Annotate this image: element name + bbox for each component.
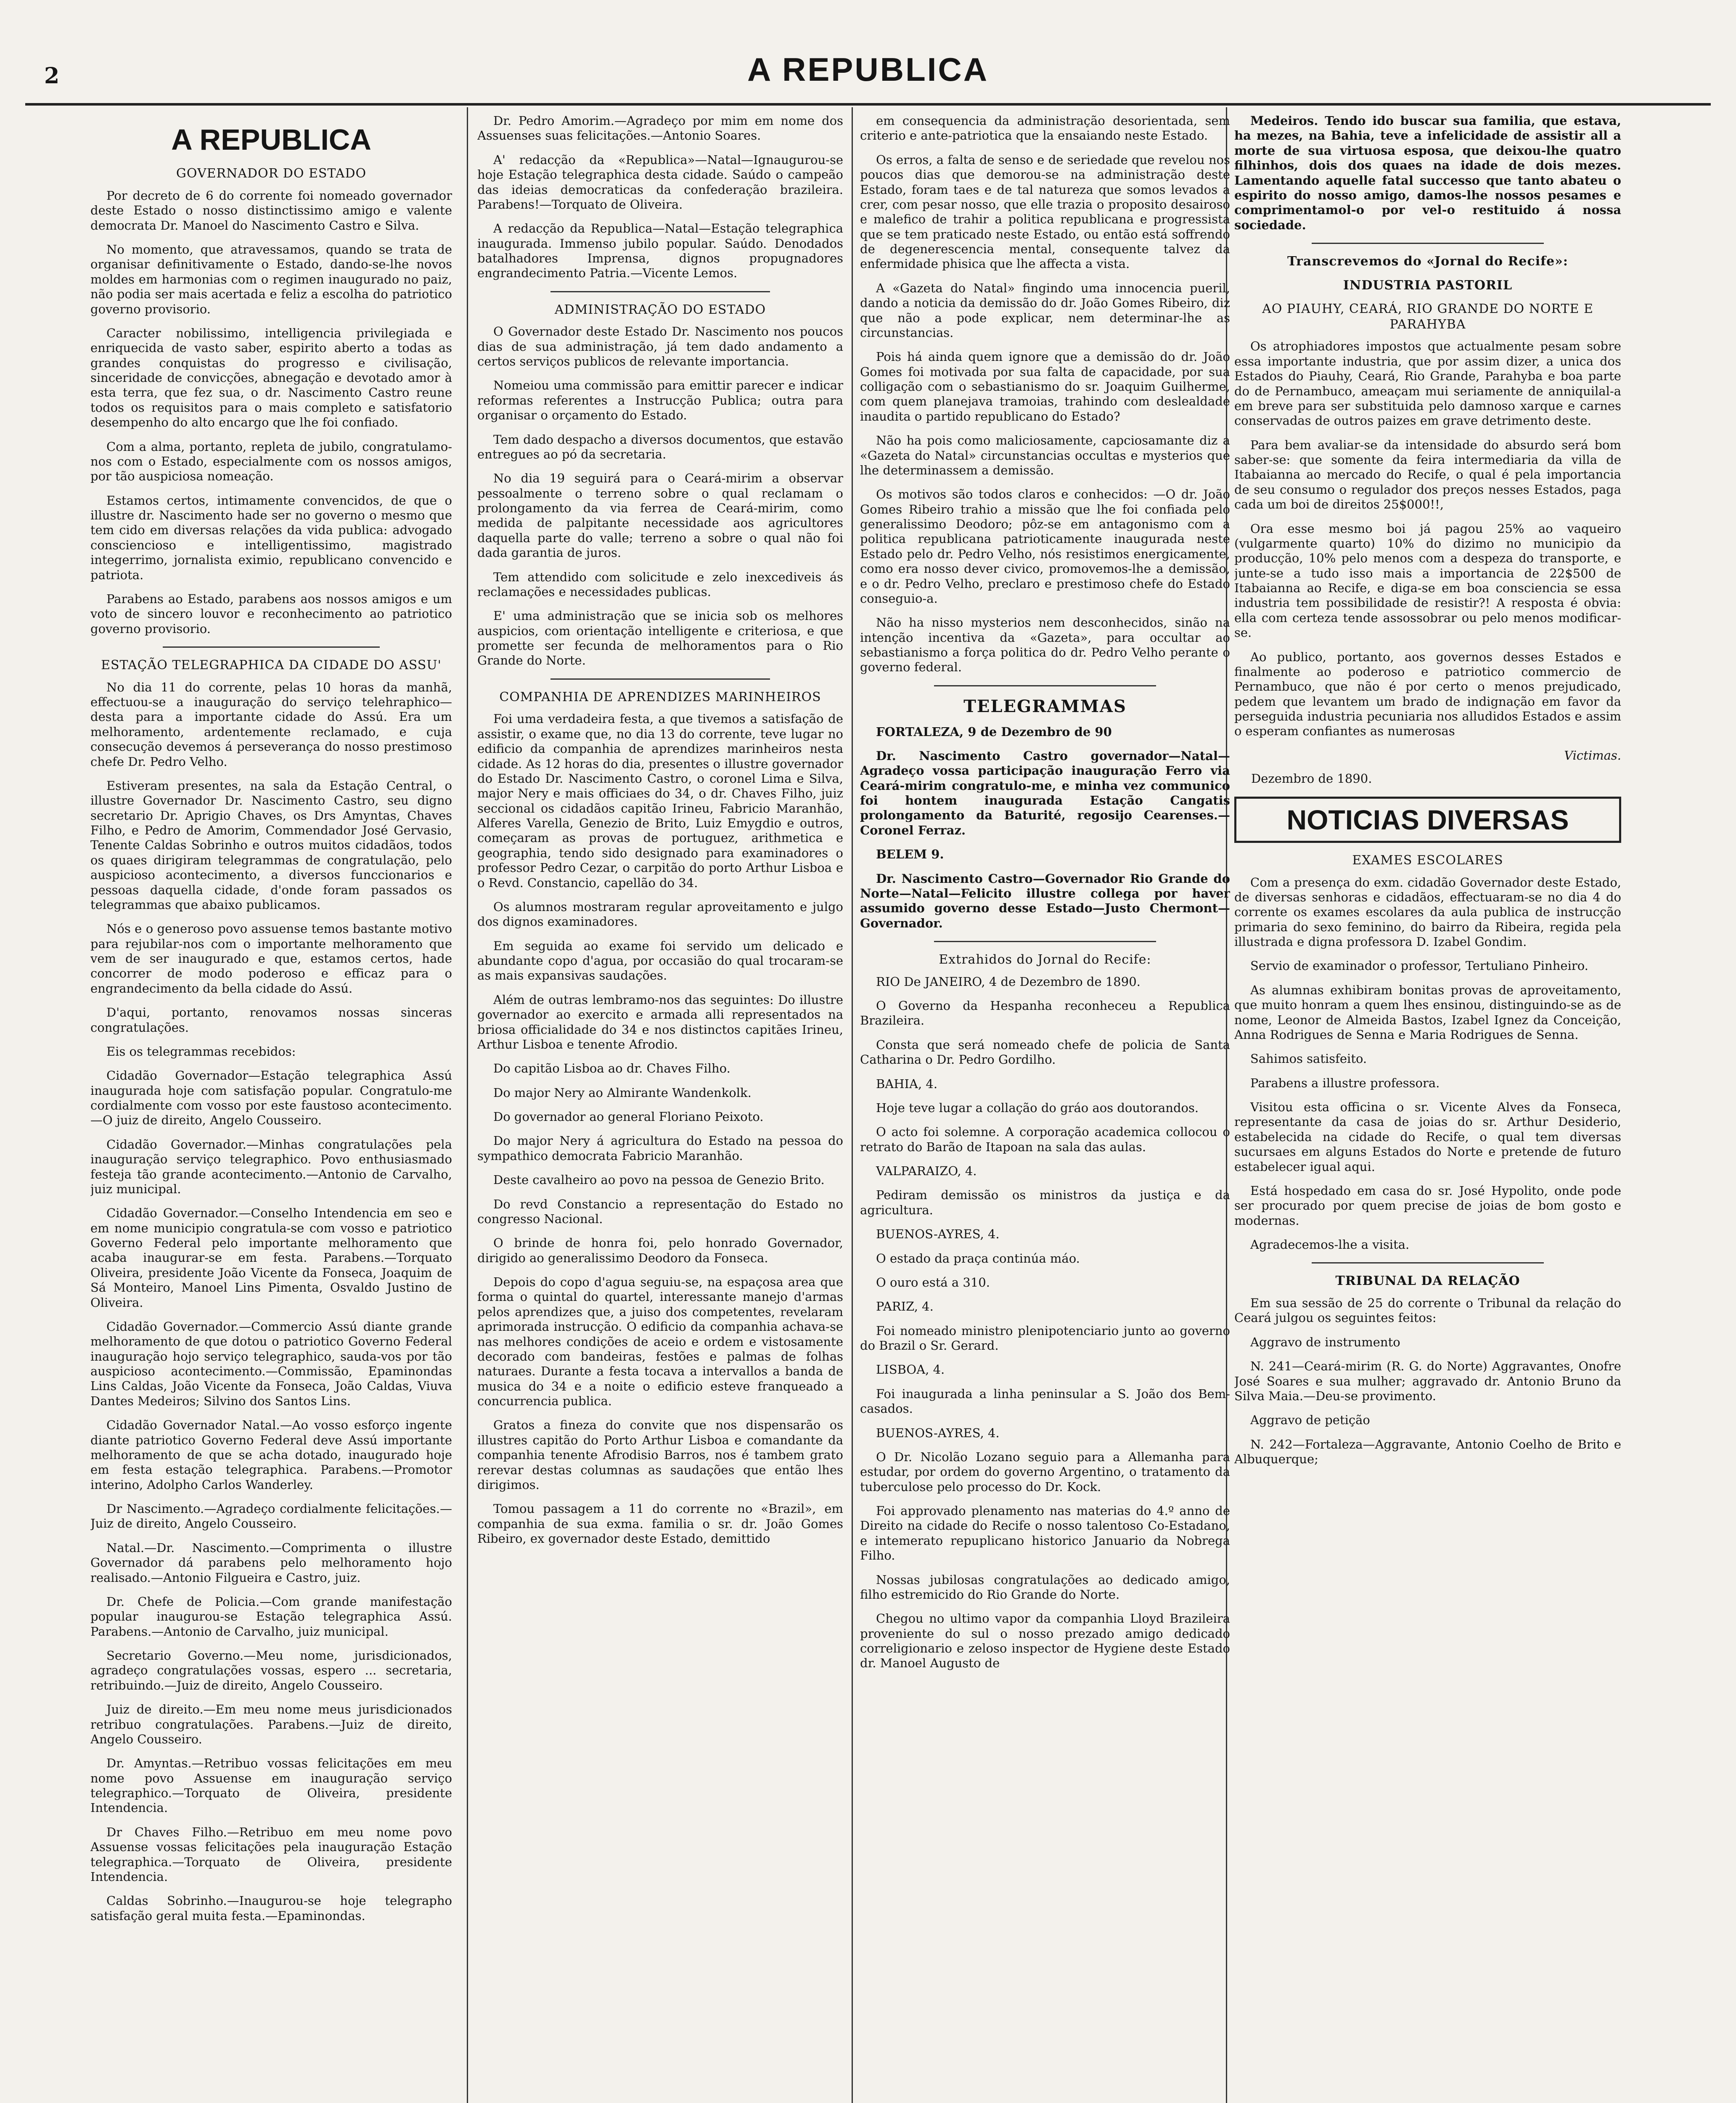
subhead: INDUSTRIA PASTORIL (1343, 278, 1513, 293)
paragraph: BUENOS-AYRES, 4. (876, 1425, 1000, 1440)
article-body (477, 114, 843, 281)
paragraph: Cidadão Governador Natal.—Ao vosso esforço ingente diante patriotico Governo Federal deve Assú importante melhoramento de que se acha dotado, inaugurado hoje em festa estação telegraphica. Parabens.—Promotor interino, Adolpho Carlos Wanderley. (90, 1418, 452, 1492)
paragraph: Ora esse mesmo boi já pagou 25% ao vaqueiro (vulgarmente quarto) 10% do dizimo no municipio da producção, 10% pelo menos com a despeza do transporte, e junte-se a tudo isso mais a importancia de 22$500 de Itabaianna ao Recife, e diga-se em boa consciencia se essa industria tem possibilidade de resistir?! A resposta é obvia: ella com certeza tende assossobrar ou pelo menos modificar-se. (1234, 521, 1621, 640)
article-body (860, 725, 1230, 931)
subhead: COMPANHIA DE APRENDIZES MARINHEIROS (499, 689, 821, 705)
paragraph: O Governador deste Estado Dr. Nascimento nos poucos dias de sua administração, já tem dado andamento a certos serviços publicos de relevante importancia. (477, 324, 843, 369)
divider (934, 685, 1156, 686)
paragraph: FORTALEZA, 9 de Dezembro de 90 (876, 724, 1112, 739)
paragraph: BUENOS-AYRES, 4. (876, 1227, 1000, 1242)
paragraph: D'aqui, portanto, renovamos nossas sinceras congratulações. (90, 1005, 452, 1035)
paragraph: Pois há ainda quem ignore que a demissão do dr. João Gomes foi motivada por sua falta de capacidade, por sua colligação com o sebastianismo do sr. Joaquim Guilherme, com quem planejava tramoias, trahindo com deslealdade inaudita o partido republicano do Estado? (860, 350, 1230, 424)
paragraph: Com a alma, portanto, repleta de jubilo, congratulamo-nos com o Estado, especialmente com os nossos amigos, por tão auspiciosa nomeação. (90, 439, 452, 484)
paragraph: Em seguida ao exame foi servido um delicado e abundante copo d'agua, por occasião do qual trocaram-se as mais expansivas saudações. (477, 938, 843, 983)
paragraph: RIO De JANEIRO, 4 de Dezembro de 1890. (876, 974, 1141, 989)
article-body (1234, 339, 1621, 739)
paragraph: A redacção da Republica—Natal—Estação telegraphica inaugurada. Immenso jubilo popular. Saúdo. Denodados batalhadores Imprensa, dignos propugnadores engrandecimento Patria.—Vicente Lemos. (477, 221, 843, 281)
paragraph: Cidadão Governador.—Minhas congratulações pela inauguração serviço telegraphico. Povo enthusiasmado festeja tão grande acontecimento.—Antonio de Carvalho, juiz municipal. (90, 1137, 452, 1196)
paragraph: Os motivos são todos claros e conhecidos: —O dr. João Gomes Ribeiro trahio a missão que lhe foi confiada pelo generalissimo Deodoro; pôz-se em antagonismo com a politica republicana patrioticamente inaugurada neste Estado pelo dr. Pedro Velho, nós resistimos energicamente, como era nosso dever civico, promovemos-lhe a demissão, e o dr. Pedro Velho, preclaro e prestimoso chefe do Estado conseguio-a. (860, 487, 1230, 606)
paragraph: Cidadão Governador.—Commercio Assú diante grande melhoramento de que dotou o patriotico Governo Federal inauguração hojo serviço telegraphico, sauda-vos por tão auspicioso acontecimento.—Commissão, Epaminondas Lins Caldas, João Vicente da Fonseca, João Caldas, Viuva Dantes Medeiros; Silvino dos Santos Lins. (90, 1319, 452, 1408)
column-1 (90, 114, 452, 2103)
column-3 (860, 114, 1230, 2103)
subhead: Transcrevemos do «Jornal do Recife»: (1287, 254, 1568, 269)
paragraph: Pediram demissão os ministros da justiça e da agricultura. (860, 1188, 1230, 1217)
signature: Victimas. (1564, 748, 1621, 763)
column-divider (852, 107, 853, 2103)
paragraph: O Dr. Nicolão Lozano seguio para a Allemanha para estudar, por ordem do governo Argentino, o tratamento da tuberculose pelo processo do Dr. Kock. (860, 1449, 1230, 1494)
paragraph: em consequencia da administração desorientada, sem criterio e ante-patriotica que la ensaiando neste Estado. (860, 114, 1230, 143)
paragraph: Nossas jubilosas congratulações ao dedicado amigo, filho estremicido do Rio Grande do Norte. (860, 1572, 1230, 1602)
paragraph: Com a presença do exm. cidadão Governador deste Estado, de diversas senhoras e cidadãos, effectuaram-se no dia 4 do corrente os exames escolares da aula publica de instrucção primaria do sexo feminino, do bairro da Ribeira, regida pela illustrada e digna professora D. Izabel Gondim. (1234, 875, 1621, 949)
article-body (90, 680, 452, 1923)
article-body (860, 114, 1230, 675)
paragraph: Parabens ao Estado, parabens aos nossos amigos e um voto de sincero louvor e reconhecimento ao patriotico governo provisorio. (90, 591, 452, 636)
paragraph: Do capitão Lisboa ao dr. Chaves Filho. (493, 1061, 730, 1076)
paragraph: VALPARAIZO, 4. (876, 1164, 977, 1179)
divider (1312, 243, 1544, 244)
paragraph: Tem dado despacho a diversos documentos, que estavão entregues ao pó da secretaria. (477, 432, 843, 461)
subhead: EXAMES ESCOLARES (1352, 853, 1503, 868)
paragraph: Foi inaugurada a linha peninsular a S. João dos Bem-casados. (860, 1386, 1230, 1416)
paragraph: Está hospedado em casa do sr. José Hypolito, onde pode ser procurado por quem precise de joias de bom gosto e modernas. (1234, 1183, 1621, 1228)
paragraph: Eis os telegrammas recebidos: (106, 1044, 296, 1059)
divider (1312, 1262, 1544, 1263)
paragraph: O ouro está a 310. (876, 1275, 990, 1290)
article-body (90, 188, 452, 636)
paragraph: Dr. Chefe de Policia.—Com grande manifestação popular inaugurou-se Estação telegraphica Assú. Parabens.—Antonio de Carvalho, juiz municipal. (90, 1594, 452, 1639)
paragraph: A' redacção da «Republica»—Natal—Ignaugurou-se hoje Estação telegraphica desta cidade. Saúdo o campeão das ideias democraticas da confederação brazileira. Parabens!—Torquato de Oliveira. (477, 152, 843, 212)
paragraph: N. 242—Fortaleza—Aggravante, Antonio Coelho de Brito e Albuquerque; (1234, 1437, 1621, 1467)
paragraph: BELEM 9. (876, 847, 944, 862)
paragraph: Secretario Governo.—Meu nome, jurisdicionados, agradeço congratulações vossas, espero ... secretaria, retribuindo.—Juiz de direito, Angelo Cousseiro. (90, 1648, 452, 1692)
divider (550, 678, 770, 680)
paragraph: O estado da praça continúa máo. (876, 1251, 1080, 1266)
paragraph: Hoje teve lugar a collação do gráo aos doutorandos. (876, 1100, 1199, 1115)
subhead: TRIBUNAL DA RELAÇÃO (1335, 1274, 1520, 1289)
paragraph: LISBOA, 4. (876, 1362, 945, 1377)
paragraph: Dr. Nascimento Castro governador—Natal—Agradeço vossa participação inauguração Ferro via Ceará-mirim congratulo-me, e minha vez communico foi hontem inaugurada Estação Cangatis prolongamento da Baturité, regosijo Cearenses.—Coronel Ferraz. (860, 748, 1230, 837)
subhead: AO PIAUHY, CEARÁ, RIO GRANDE DO NORTE E PARAHYBA (1262, 302, 1593, 332)
paragraph: Aggravo de petição (1250, 1413, 1370, 1428)
paragraph: Nomeiou uma commissão para emittir parecer e indicar reformas referentes a Instrucção Publica; outra para organisar o orçamento do Estado. (477, 378, 843, 423)
paragraph: O brinde de honra foi, pelo honrado Governador, dirigido ao generalissimo Deodoro da Fonseca. (477, 1236, 843, 1265)
paragraph: Do major Nery ao Almirante Wandenkolk. (493, 1085, 752, 1100)
paragraph: Os alumnos mostraram regular aproveitamento e julgo dos dignos examinadores. (477, 899, 843, 929)
divider (163, 646, 380, 648)
subhead: ESTAÇÃO TELEGRAPHICA DA CIDADE DO ASSU' (101, 658, 442, 673)
top-rule (25, 103, 1711, 106)
subhead: Extrahidos do Jornal do Recife: (939, 952, 1151, 967)
paragraph: O acto foi solemne. A corporação academica collocou o retrato do Barão de Itapoan na sala das aulas. (860, 1125, 1230, 1154)
article-body (860, 975, 1230, 1671)
paragraph: As alumnas exhibiram bonitas provas de aproveitamento, que muito honram a quem lhes ensinou, distinguindo-se as de nome, Leonor de Almeida Bastos, Izabel Ignez da Conceição, Anna Rodrigues de Senna e Maria Rodrigues de Senna. (1234, 983, 1621, 1042)
paragraph: Não ha nisso mysterios nem desconhecidos, sinão na intenção incentiva da «Gazeta», para occultar ao sebastianismo a força politica do dr. Pedro Velho perante o governo federal. (860, 615, 1230, 675)
page-number: 2 (44, 63, 60, 89)
paragraph: Caracter nobilissimo, intelligencia privilegiada e enriquecida de vasto saber, espirito aberto a todas as grandes conquistas do progresso e civilisação, sinceridade de convicções, abnegação e devotado amor à esta terra, que fez sua, o dr. Nascimento Castro reune todos os requisitos para o mais completo e satisfatorio desempenho do alto encargo que lhe foi confiado. (90, 326, 452, 430)
article-body (1234, 1296, 1621, 1467)
article-body (477, 712, 843, 1546)
paragraph: Dr Chaves Filho.—Retribuo em meu nome povo Assuense vossas felicitações pela inauguração Estação telegraphica.—Torquato de Oliveira, presidente Intendencia. (90, 1825, 452, 1884)
paragraph: Gratos a fineza do convite que nos dispensarão os illustres capitão do Porto Arthur Lisboa e comandante da companhia tenente Afrodisio Barros, nos é tambem grato rerevar destas columnas as saudações que então lhes dirigimos. (477, 1418, 843, 1492)
paragraph: Tem attendido com solicitude e zelo inexcediveis ás reclamações e necessidades publicas. (477, 569, 843, 599)
paragraph: No dia 19 seguirá para o Ceará-mirim a observar pessoalmente o terreno sobre o qual reclamam o prolongamento da via ferrea de Ceará-mirim, como medida de palpitante necessidade aos agricultores daquella parte do valle; terreno a sobre o qual não foi dada garantia de juros. (477, 471, 843, 560)
paragraph: Os erros, a falta de senso e de seriedade que revelou nos poucos dias que demorou-se na administração deste Estado, foram taes e de tal natureza que somos levados a crer, com pesar nosso, que elle trazia o proposito desairoso e malefico de trahir a politica republicana e progressista que se tem praticado neste Estado, ou então está soffrendo de degenerescencia mental, consequente talvez da enfermidade phisica que lhe affecta a vista. (860, 152, 1230, 271)
paragraph: Os atrophiadores impostos que actualmente pesam sobre essa importante industria, que por assim dizer, a unica dos Estados do Piauhy, Ceará, Rio Grande, Parahyba e boa parte do de Pernambuco, ameaçam mui seriamente de anniquilal-a em breve para ser substituida pelo damnoso xarque e carnes conservadas de outros paizes em grave detrimento deste. (1234, 339, 1621, 428)
section-title: NOTICIAS DIVERSAS (1234, 797, 1621, 843)
paragraph: Chegou no ultimo vapor da companhia Lloyd Brazileira proveniente do sul o nosso prezado amigo dedicado correligionario e zeloso inspector de Hygiene deste Estado dr. Manoel Augusto de (860, 1611, 1230, 1671)
paragraph: Consta que será nomeado chefe de policia de Santa Catharina o Dr. Pedro Gordilho. (860, 1037, 1230, 1067)
column-4 (1234, 114, 1621, 2103)
paragraph: Em sua sessão de 25 do corrente o Tribunal da relação do Ceará julgou os seguintes feitos: (1234, 1296, 1621, 1325)
paragraph: O Governo da Hespanha reconheceu a Republica Brazileira. (860, 999, 1230, 1028)
article-text: Medeiros. Tendo ido buscar sua familia, que estava, ha mezes, na Bahia, teve a infelicidade de assistir all a morte de sua virtuosa esposa, que deixou-lhe quatro filhinhos, dois dos quaes na idade de dois mezes. Lamentando aquelle fatal successo que tanto abateu o espirito do nosso amigo, damos-lhe nossos pesames e comprimentamol-o por vel-o restituido á nossa sociedade. (1234, 114, 1621, 232)
paragraph: Agradecemos-lhe a visita. (1250, 1237, 1410, 1252)
paragraph: Do governador ao general Floriano Peixoto. (493, 1110, 764, 1124)
paragraph: Foi nomeado ministro plenipotenciario junto ao governo do Brazil o Sr. Gerard. (860, 1323, 1230, 1353)
paragraph: Nós e o generoso povo assuense temos bastante motivo para rejubilar-nos com o importante melhoramento que vem de ser inaugurado e que, estamos certos, hade concorrer de modo poderoso e efficaz para o engrandecimento da bella cidade do Assú. (90, 922, 452, 996)
paragraph: Deste cavalheiro ao povo na pessoa de Genezio Brito. (493, 1173, 825, 1187)
paragraph: Foi uma verdadeira festa, a que tivemos a satisfação de assistir, o exame que, no dia 13 do corrente, teve lugar no edificio da companhia de aprendizes marinheiros nesta cidade. As 12 horas do dia, presentes o illustre governador do Estado Dr. Nascimento Castro, o coronel Lima e Silva, major Nery e mais officiaes do 34, o dr. Chaves Filho, juiz seccional os cidadãos capitão Irineu, Fabricio Maranhão, Alferes Varella, Genezio de Brito, Luiz Emygdio e outros, começaram as provas de portuguez, arithmetica e geographia, tendo sido designado para examinadores o professor Pedro Cezar, o carpitão do porto Arthur Lisboa e o Revd. Constancio, capellão do 34. (477, 712, 843, 890)
paragraph: Natal.—Dr. Nascimento.—Comprimenta o illustre Governador dá parabens pelo melhoramento hojo realisado.—Antonio Filgueira e Castro, juiz. (90, 1540, 452, 1585)
paragraph: Depois do copo d'agua seguiu-se, na espaçosa area que forma o quintal do quartel, interessante manejo d'armas pelos aprendizes que, a juiso dos competentes, revelaram aprimorada instrucção. O edificio da companhia achava-se nas melhores condições de aceio e ordem e vistosamente decorado com bandeiras, festões e palmas de folhas naturaes. Durante a festa tocava a intervallos a banda de musica do 34 e a noite o edificio esteve franqueado a concurrencia publica. (477, 1275, 843, 1409)
paragraph: Aggravo de instrumento (1250, 1335, 1400, 1349)
paragraph: Caldas Sobrinho.—Inaugurou-se hoje telegrapho satisfação geral muita festa.—Epaminondas. (90, 1894, 452, 1923)
divider (550, 291, 770, 292)
subhead: TELEGRAMMAS (963, 696, 1127, 716)
column-divider (467, 107, 468, 2103)
paragraph: PARIZ, 4. (876, 1299, 934, 1314)
paragraph: Foi approvado plenamento nas materias do 4.º anno de Direito na cidade do Recife o nosso talentoso Co-Estadano, e intemerato repuplicano historico Januario da Nobrega Filho. (860, 1504, 1230, 1563)
dateline: Dezembro de 1890. (1251, 771, 1372, 786)
paragraph: N. 241—Ceará-mirim (R. G. do Norte) Aggravantes, Onofre José Soares e sua mulher; aggravado dr. Antonio Bruno da Silva Maia.—Deu-se provimento. (1234, 1359, 1621, 1403)
article-body (477, 324, 843, 668)
paragraph: No momento, que atravessamos, quando se trata de organisar definitivamente o Estado, dando-se-lhe novos moldes em harmonias com o regimen inaugurado no paiz, não podia ser mais acertada e feliz a escolha do patriotico governo provisorio. (90, 242, 452, 316)
paragraph: Cidadão Governador—Estação telegraphica Assú inaugurada hoje com satisfação popular. Congratulo-me cordialmente com vosso por este faustoso acontecimento.—O juiz de direito, Angelo Cousseiro. (90, 1068, 452, 1128)
article-body (1234, 875, 1621, 1253)
paragraph: Para bem avaliar-se da intensidade do absurdo será bom saber-se: que somente da feira intermediaria da villa de Itabaianna ao mercado do Recife, o qual é pela importancia de seu consumo o regulador dos preços nesses Estados, paga cada um boi de direitos 25$000!!, (1234, 437, 1621, 512)
paragraph: Visitou esta officina o sr. Vicente Alves da Fonseca, representante da casa de joias do sr. Arthur Desiderio, estabelecida na cidade do Recife, o qual tem diversas sucursaes em alguns Estados do Norte e pretende de futuro estabelecer igual aqui. (1234, 1100, 1621, 1174)
paragraph: Parabens a illustre professora. (1250, 1075, 1440, 1090)
section-title: A REPUBLICA (171, 123, 371, 156)
paragraph: Dr. Nascimento Castro—Governador Rio Grande do Norte—Natal—Felicito illustre collega por haver assumido governo desse Estado—Justo Chermont—Governador. (860, 871, 1230, 930)
paragraph: Além de outras lembramo-nos das seguintes: Do illustre governador ao exercito e armada alli representados na briosa officialidade do 34 e nos distinctos capitães Irineu, Arthur Lisboa e tenente Afrodio. (477, 992, 843, 1052)
subhead: ADMINISTRAÇÃO DO ESTADO (554, 302, 766, 317)
divider (934, 941, 1156, 942)
paragraph: Juiz de direito.—Em meu nome meus jurisdicionados retribuo congratulações. Parabens.—Juiz de direito, Angelo Cousseiro. (90, 1702, 452, 1746)
paragraph: Não ha pois como maliciosamente, capciosamante diz a «Gazeta do Natal» circunstancias occultas e mysterios que lhe determinassem a demissão. (860, 433, 1230, 477)
paragraph: Por decreto de 6 do corrente foi nomeado governador deste Estado o nosso distinctissimo amigo e valente democrata Dr. Manoel do Nascimento Castro e Silva. (90, 188, 452, 233)
paragraph: Ao publico, portanto, aos governos desses Estados e finalmente ao poderoso e patriotico commercio de Pernambuco, que não é por certo o menos prejudicado, pedem que levantem um brado de indignação em favor da perseguida industria pecuniaria nos alludidos Estados e assim o esperam confiantes as numerosas (1234, 649, 1621, 739)
column-2 (477, 114, 843, 2103)
paragraph: Cidadão Governador.—Conselho Intendencia em seo e em nome municipio congratula-se com vosso e patriotico Governo Federal pelo importante melhoramento que acaba inaugurar-se em festa. Parabens.—Torquato Oliveira, presidente João Vicente da Fonseca, Joaquim de Sá Monteiro, Manoel Lins Pimenta, Osvaldo Justino de Oliveira. (90, 1206, 452, 1310)
paragraph: Servio de examinador o professor, Tertuliano Pinheiro. (1250, 959, 1588, 973)
paragraph: No dia 11 do corrente, pelas 10 horas da manhã, effectuou-se a inauguração do serviço telehraphico—desta para a importante cidade do Assú. Era um melhoramento, ardentemente reclamado, e cuja consecução devemos á perseverança do nosso prestimoso chefe Dr. Pedro Velho. (90, 680, 452, 769)
paragraph: A «Gazeta do Natal» fingindo uma innocencia pueril, dando a noticia da demissão do dr. João Gomes Ribeiro, diz que não a pode explicar, nem determinar-lhe as circunstancias. (860, 281, 1230, 340)
paragraph: Dr. Pedro Amorim.—Agradeço por mim em nome dos Assuenses suas felicitações.—Antonio Soares. (477, 114, 843, 143)
paragraph: Estiveram presentes, na sala da Estação Central, o illustre Governador Dr. Nascimento Castro, seu digno secretario Dr. Aprigio Chaves, os Drs Amyntas, Chaves Filho, e Pedro de Amorim, Commendador José Gervasio, Tenente Caldas Sobrinho e outros muitos cidadãos, todos os quaes dirigiram telegrammas de congratulação, pelo auspicioso acontecimento, a diversos funccionarios e pessoas daquella cidade, d'onde foram passados os telegrammas que abaixo publicamos. (90, 778, 452, 912)
paragraph: Dr. Amyntas.—Retribuo vossas felicitações em meu nome povo Assuense em inauguração serviço telegraphico.—Torquato de Oliveira, presidente Intendencia. (90, 1756, 452, 1815)
paragraph: Do major Nery á agricultura do Estado na pessoa do sympathico democrata Fabricio Maranhão. (477, 1134, 843, 1163)
paragraph: Estamos certos, intimamente convencidos, de que o illustre dr. Nascimento hade ser no governo o mesmo que tem cido em diversas relações da vida publica: advogado consciencioso e intelligentissimo, magistrado integerrimo, jornalista eximio, republicano convencido e patriota. (90, 493, 452, 582)
masthead: A REPUBLICA (747, 51, 989, 88)
paragraph: E' uma administração que se inicia sob os melhores auspicios, com orientação intelligente e criteriosa, e que promette ser fecunda de melhoramentos para o Rio Grande do Norte. (477, 609, 843, 668)
paragraph: Do revd Constancio a representação do Estado no congresso Nacional. (477, 1197, 843, 1226)
paragraph: BAHIA, 4. (876, 1076, 938, 1091)
paragraph: Sahimos satisfeito. (1250, 1052, 1367, 1066)
paragraph: Tomou passagem a 11 do corrente no «Brazil», em companhia de sua exma. familia o sr. dr. João Gomes Ribeiro, ex governador deste Estado, demittido (477, 1502, 843, 1546)
paragraph: Dr Nascimento.—Agradeço cordialmente felicitações.—Juiz de direito, Angelo Cousseiro. (90, 1502, 452, 1531)
subhead: GOVERNADOR DO ESTADO (176, 166, 367, 181)
